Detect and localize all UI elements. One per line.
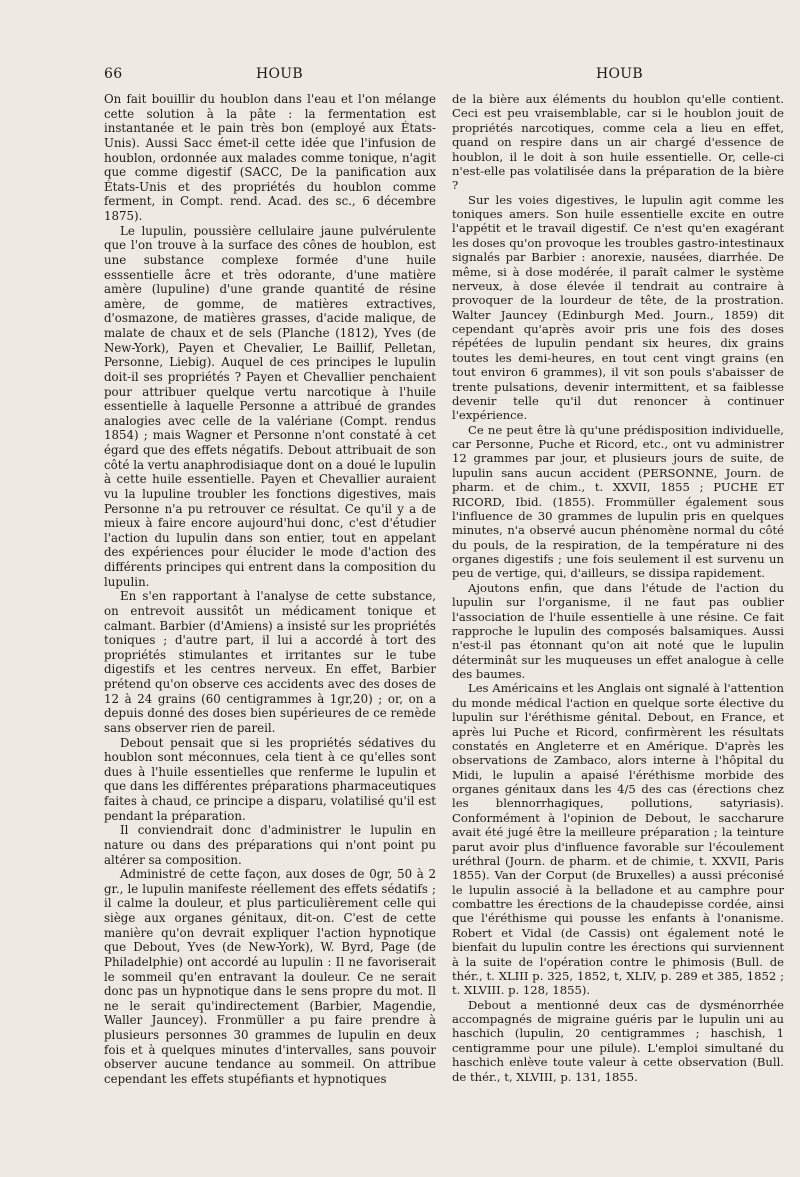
paragraph: Ce ne peut être là qu'une prédisposition individuelle, car Personne, Puche et Ricord, etc., ont vu administrer 12 grammes par jour, et plusieurs jours de suite, de lupulin sans aucun accident (PERSONNE, Journ. de pharm. et de chim., t. XXVII, 1855 ; PUCHE ET RICORD, Ibid. (1855). Frommüller également sous l'influence de 30 grammes de lupulin pris en quelques minutes, n'a observé aucun phénomène normal du côté du pouls, de la respiration, de la température ni des organes digestifs ; une fois seulement il est survenu un peu de vertige, qui, d'ailleurs, se dissipa rapidement.: [452, 422, 784, 581]
paragraph: Ajoutons enfin, que dans l'étude de l'action du lupulin sur l'organisme, il ne faut pas oublier l'association de l'huile essentielle à une résine. Ce fait rapproche le lupulin des composés balsamiques. Aussi n'est-il pas étonnant qu'on ait noté que le lupulin déterminât sur les muqueuses un effet analogue à celle des baumes.: [452, 580, 784, 681]
paragraph: On fait bouillir du houblon dans l'eau et l'on mélange cette solution à la pâte : la fermentation est instantanée et le pain très bon (employé aux États-Unis). Aussi Sacc émet-il cette idée que l'infusion de houblon, ordonnée aux malades comme tonique, n'agit que comme digestif (SACC, De la panification aux États-Unis et des propriétés du houblon comme ferment, in Compt. rend. Acad. des sc., 6 décembre 1875).: [104, 92, 436, 223]
page-number: 66: [104, 66, 123, 82]
paragraph: Il conviendrait donc d'administrer le lupulin en nature ou dans des préparations qui n'ont point pu altérer sa composition.: [104, 823, 436, 867]
paragraph: Debout a mentionné deux cas de dysménorrhée accompagnés de migraine guéris par le lupulin uni au haschich (lupulin, 20 centigrammes ; haschish, 1 centigramme pour une pilule). L'emploi simultané du haschich enlève toute valeur à cette observation (Bull. de thér., t, XLVIII, p. 131, 1855.: [452, 997, 784, 1084]
paragraph: Sur les voies digestives, le lupulin agit comme les toniques amers. Son huile essentielle excite en outre l'appétit et le travail digestif. Ce n'est qu'en exagérant les doses qu'on provoque les troubles gastro-intestinaux signalés par Barbier : anorexie, nausées, diarrhée. De même, si à dose modérée, il paraît calmer le système nerveux, à dose élevée il tendrait au contraire à provoquer de la lourdeur de tête, de la prostration. Walter Jauncey (Edinburgh Med. Journ., 1859) dit cependant qu'après avoir pris une fois des doses répétées de lupulin pendant six heures, dix grains toutes les demi-heures, en tout cent vingt grains (en tout environ 6 grammes), il vit son pouls s'abaisser de trente pulsations, devenir intermittent, et sa faiblesse devenir telle qu'il dut renoncer à continuer l'expérience.: [452, 192, 784, 423]
paragraph: Le lupulin, poussière cellulaire jaune pulvérulente que l'on trouve à la surface des cônes de houblon, est une substance complexe formée d'une huile esssentielle âcre et très odorante, d'une matière amère (lupuline) d'une grande quantité de résine amère, de gomme, de matières extractives, d'osmazone, de matières grasses, d'acide malique, de malate de chaux et de sels (Planche (1812), Yves (de New-York), Payen et Chevalier, Le Baillif, Pelletan, Personne, Liebig). Auquel de ces principes le lupulin doit-il ses propriétés ? Payen et Chevallier penchaient pour attribuer quelque vertu narcotique à l'huile essentielle à laquelle Personne a attribué de grandes analogies avec celle de la valériane (Compt. rendus 1854) ; mais Wagner et Personne n'ont constaté à cet égard que des effets négatifs. Debout attribuait de son côté la vertu anaphrodisiaque dont on a doué le lupulin à cette huile essentielle. Payen et Chevallier auraient vu la lupuline troubler les fonctions digestives, mais Personne n'a pu retrouver ce résultat. Ce qu'il y a de mieux à faire encore aujourd'hui donc, c'est d'étudier l'action du lupulin dans son entier, tout en appelant des expériences pour élucider le mode d'action des différents principes qui entrent dans la composition du lupulin.: [104, 223, 436, 589]
paragraph: Administré de cette façon, aux doses de 0gr, 50 à 2 gr., le lupulin manifeste réellement des effets sédatifs ; il calme la douleur, et plus particulièrement celle qui siège aux organes génitaux, dit-on. C'est de cette manière qu'on devrait expliquer l'action hypnotique que Debout, Yves (de New-York), W. Byrd, Page (de Philadelphie) ont accordé au lupulin : Il ne favoriserait le sommeil qu'en entravant la douleur. Ce ne serait donc pas un hypnotique dans le sens propre du mot. Il ne le serait qu'indirectement (Barbier, Magendie, Waller Jauncey). Fronmüller a pu faire prendre à plusieurs personnes 30 grammes de lupulin en deux fois et à quelques minutes d'intervalles, sans pouvoir observer aucune tendance au sommeil. On attribue cependant les effets stupéfiants et hypnotiques: [104, 867, 436, 1086]
running-head-left: HOUB: [256, 66, 303, 82]
paragraph: Debout pensait que si les propriétés sédatives du houblon sont méconnues, cela tient à ce qu'elles sont dues à l'huile essentielles que renferme le lupulin et que dans les différentes préparations pharmaceutiques faites à chaud, ce principe a disparu, volatilisé qu'il est pendant la préparation.: [104, 735, 436, 823]
paragraph: Les Américains et les Anglais ont signalé à l'attention du monde médical l'action en quelque sorte élective du lupulin sur l'éréthisme génital. Debout, en France, et après lui Puche et Ricord, confirmèrent les résultats constatés en Angleterre et en Amérique. D'après les observations de Zambaco, alors interne à l'hôpital du Midi, le lupulin a apaisé l'éréthisme morbide des organes génitaux dans les 4/5 des cas (érections chez les blennorrhagiques, pollutions, satyriasis). Conformément à l'opinion de Debout, le saccharure avait été jugé être la meilleure préparation ; la teinture parut avoir plus d'influence favorable sur l'écoulement uréthral (Journ. de pharm. et de chimie, t. XXVII, Paris 1855). Van der Corput (de Bruxelles) a aussi préconisé le lupulin associé à la belladone et au camphre pour combattre les érections de la chaudepisse cordée, ainsi que l'éréthisme qui pousse les enfants à l'onanisme. Robert et Vidal (de Cassis) ont également noté le bienfait du lupulin contre les érections qui surviennent à la suite de l'opération contre le phimosis (Bull. de thér., t. XLIII p. 325, 1852, t, XLIV, p. 289 et 385, 1852 ; t. XLVIII. p. 128, 1855).: [452, 681, 784, 998]
running-head-right: HOUB: [596, 66, 643, 82]
left-column: [104, 92, 436, 1087]
paragraph: de la bière aux éléments du houblon qu'elle contient. Ceci est peu vraisemblable, car si le houblon jouit de propriétés narcotiques, comme cela a lieu en effet, quand on respire dans un air chargé d'essence de houblon, il le doit à son huile essentielle. Or, celle-ci n'est-elle pas volatilisée dans la préparation de la bière ?: [452, 92, 784, 193]
paragraph: En s'en rapportant à l'analyse de cette substance, on entrevoit aussitôt un médicament tonique et calmant. Barbier (d'Amiens) a insisté sur les propriétés toniques ; d'autre part, il lui a accordé à tort des propriétés stimulantes et irritantes sur le tube digestifs et les centres nerveux. En effet, Barbier prétend qu'on observe ces accidents avec des doses de 12 à 24 grains (60 centigrammes à 1gr,20) ; or, on a depuis donné des doses bien supérieures de ce remède sans observer rien de pareil.: [104, 589, 436, 735]
right-column: [452, 92, 784, 1084]
